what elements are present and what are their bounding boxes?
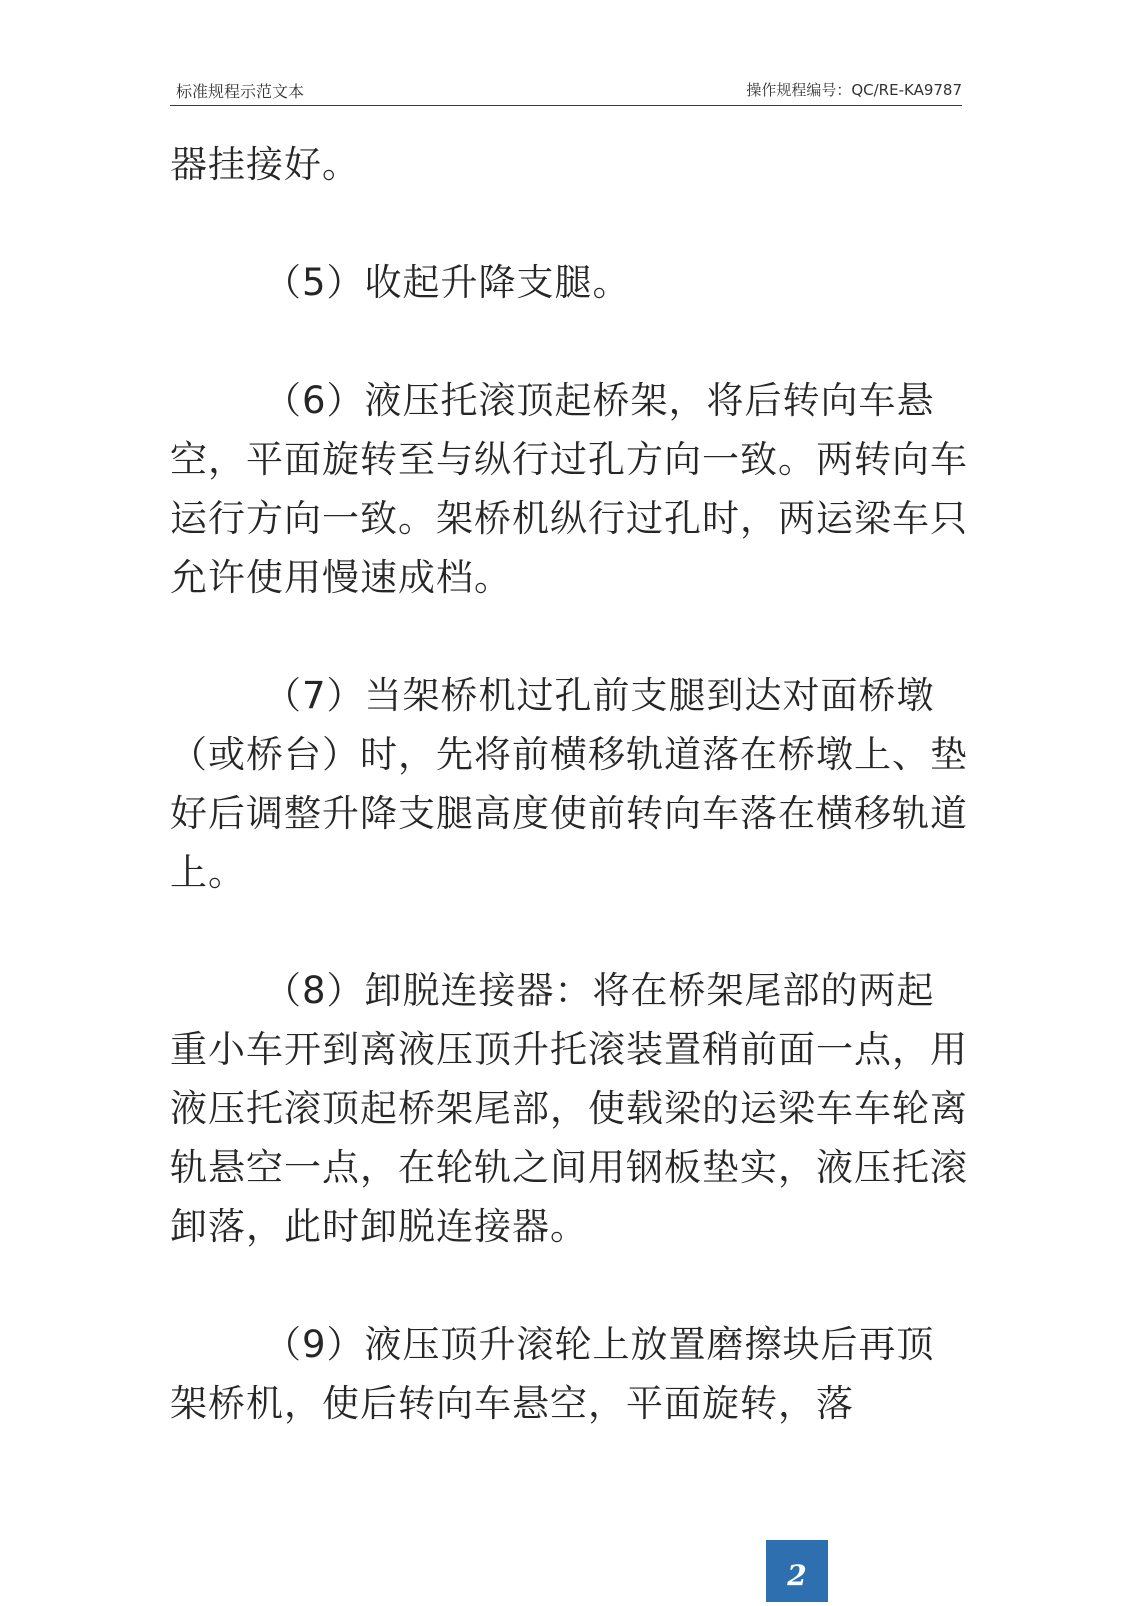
header-doc-code: 操作规程编号：QC/RE-KA9787	[746, 81, 962, 99]
paragraph-step-7: （7）当架桥机过孔前支腿到达对面桥墩（或桥台）时，先将前横移轨道落在桥墩上、垫好后调整升降支腿高度使前转向车落在横移轨道上。	[170, 674, 968, 894]
paragraph-continuation: 器挂接好。	[170, 143, 360, 186]
paragraph-step-5: （5）收起升降支腿。	[264, 261, 631, 304]
paragraph-step-8: （8）卸脱连接器：将在桥架尾部的两起重小车开到离液压顶升托滚装置稍前面一点，用液压托滚顶起桥架尾部，使载梁的运梁车车轮离轨悬空一点，在轮轨之间用钢板垫实，液压托滚卸落，此时卸脱连接器。	[170, 969, 968, 1248]
header-divider	[170, 105, 962, 106]
paragraph-step-6: （6）液压托滚顶起桥架，将后转向车悬空，平面旋转至与纵行过孔方向一致。两转向车运行方向一致。架桥机纵行过孔时，两运梁车只允许使用慢速成档。	[170, 379, 968, 599]
page-number: 2	[766, 1540, 828, 1602]
header-doc-type: 标准规程示范文本	[176, 82, 305, 101]
document-body	[170, 135, 970, 1492]
paragraph-step-9: （9）液压顶升滚轮上放置磨擦块后再顶架桥机，使后转向车悬空，平面旋转，落	[170, 1323, 935, 1425]
